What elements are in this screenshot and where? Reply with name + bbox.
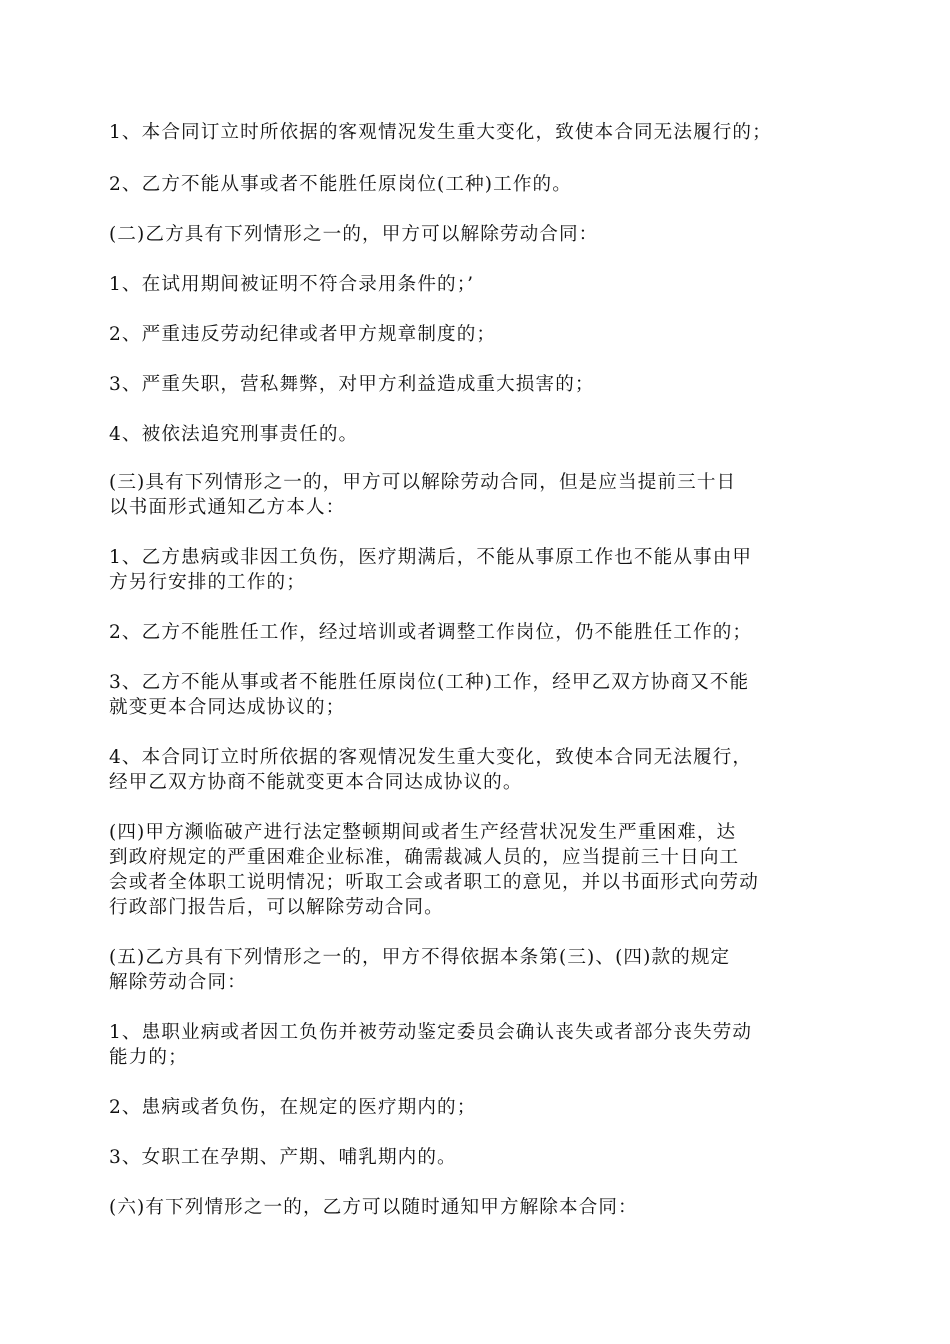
paragraph-line: 1、乙方患病或非因工负伤，医疗期满后，不能从事原工作也不能从事由甲 — [109, 547, 753, 568]
paragraph-line: 2、严重违反劳动纪律或者甲方规章制度的； — [109, 324, 497, 345]
paragraph — [109, 120, 844, 145]
paragraph-line: 会或者全体职工说明情况；听取工会或者职工的意见，并以书面形式向劳动 — [109, 872, 759, 893]
paragraph-line: 2、乙方不能从事或者不能胜任原岗位(工种)工作的。 — [109, 174, 572, 195]
paragraph-line: 2、乙方不能胜任工作，经过培训或者调整工作岗位，仍不能胜任工作的； — [109, 622, 753, 643]
paragraph — [109, 1020, 844, 1070]
paragraph — [109, 372, 844, 397]
paragraph — [109, 620, 844, 645]
paragraph-line: 解除劳动合同： — [109, 972, 247, 993]
paragraph-line: 经甲乙双方协商不能就变更本合同达成协议的。 — [109, 772, 523, 793]
section-heading — [109, 1195, 844, 1220]
paragraph-line: 能力的； — [109, 1047, 188, 1068]
paragraph — [109, 272, 844, 297]
paragraph-line: 方另行安排的工作的； — [109, 572, 306, 593]
paragraph — [109, 1145, 844, 1170]
paragraph-line: 到政府规定的严重困难企业标准，确需裁减人员的，应当提前三十日向工 — [109, 847, 740, 868]
paragraph-line: 4、被依法追究刑事责任的。 — [109, 424, 359, 445]
paragraph-line: 3、严重失职，营私舞弊，对甲方利益造成重大损害的； — [109, 374, 595, 395]
paragraph — [109, 545, 844, 595]
section-heading — [109, 945, 844, 995]
paragraph-line: 3、乙方不能从事或者不能胜任原岗位(工种)工作，经甲乙双方协商又不能 — [109, 672, 750, 693]
paragraph — [109, 670, 844, 720]
paragraph — [109, 422, 844, 447]
paragraph-line: (四)甲方濒临破产进行法定整顿期间或者生产经营状况发生严重困难，达 — [109, 822, 737, 843]
paragraph-line: (三)具有下列情形之一的，甲方可以解除劳动合同，但是应当提前三十日 — [109, 472, 737, 493]
section-heading — [109, 222, 844, 247]
paragraph-line: 行政部门报告后，可以解除劳动合同。 — [109, 897, 444, 918]
paragraph-line: 1、在试用期间被证明不符合录用条件的；’ — [109, 274, 475, 295]
paragraph-line: (二)乙方具有下列情形之一的，甲方可以解除劳动合同： — [109, 224, 599, 245]
section-heading — [109, 820, 844, 920]
section-heading — [109, 470, 844, 520]
paragraph — [109, 745, 844, 795]
paragraph-line: 4、本合同订立时所依据的客观情况发生重大变化，致使本合同无法履行， — [109, 747, 753, 768]
paragraph — [109, 1095, 844, 1120]
paragraph-line: 1、患职业病或者因工负伤并被劳动鉴定委员会确认丧失或者部分丧失劳动 — [109, 1022, 753, 1043]
paragraph-line: 以书面形式通知乙方本人： — [109, 497, 346, 518]
paragraph-line: 就变更本合同达成协议的； — [109, 697, 346, 718]
paragraph-line: (五)乙方具有下列情形之一的，甲方不得依据本条第(三)、(四)款的规定 — [109, 947, 731, 968]
paragraph — [109, 172, 844, 197]
paragraph-line: 2、患病或者负伤，在规定的医疗期内的； — [109, 1097, 477, 1118]
paragraph-line: 3、女职工在孕期、产期、哺乳期内的。 — [109, 1147, 457, 1168]
paragraph-line: (六)有下列情形之一的，乙方可以随时通知甲方解除本合同： — [109, 1197, 638, 1218]
paragraph-line: 1、本合同订立时所依据的客观情况发生重大变化，致使本合同无法履行的； — [109, 122, 772, 143]
paragraph — [109, 322, 844, 347]
